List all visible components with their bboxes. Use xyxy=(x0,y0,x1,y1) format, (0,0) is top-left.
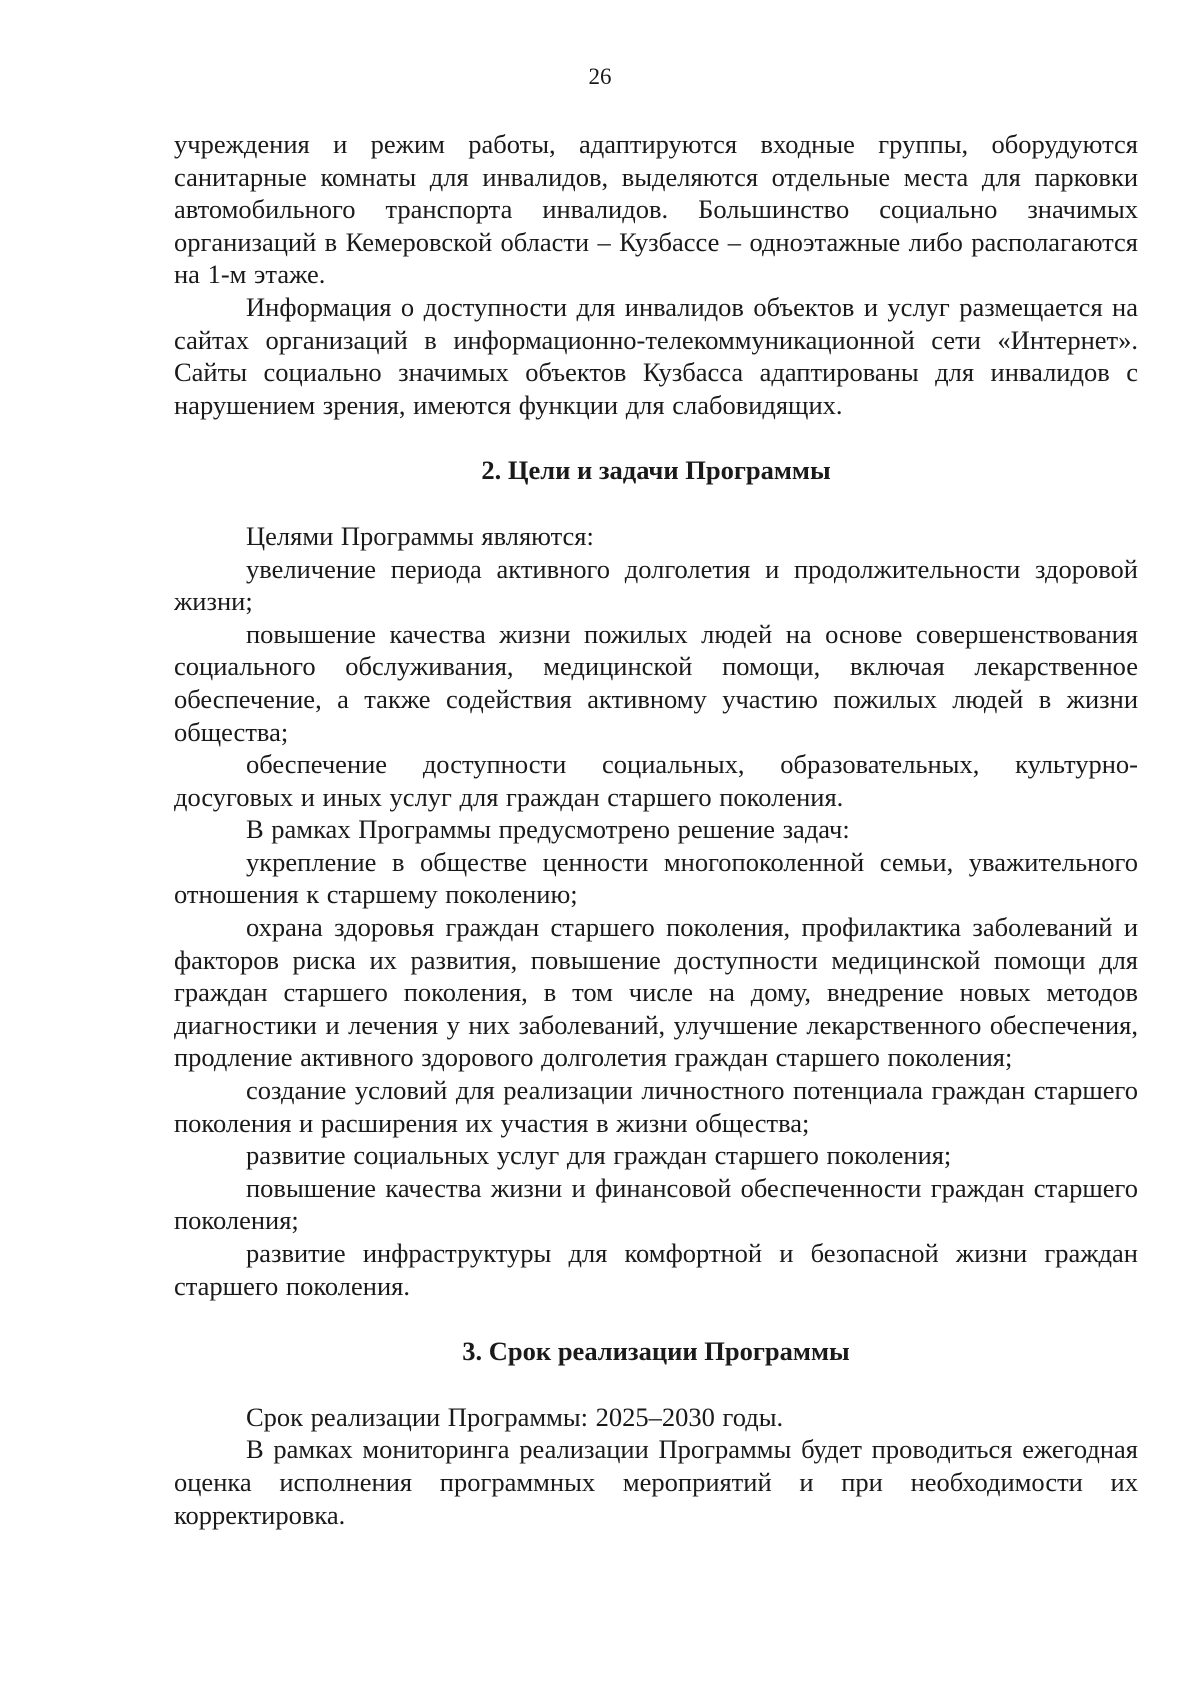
section-2-paragraph: создание условий для реализации личностного потенциала граждан старшего поколения и расширения их участия в жизни общества; xyxy=(174,1075,1138,1138)
section-2-paragraph: повышение качества жизни и финансовой обеспеченности граждан старшего поколения; xyxy=(174,1172,1138,1236)
intro-paragraph-2: Информация о доступности для инвалидов объектов и услуг размещается на сайтах организаций в информационно-телекоммуникационной сети «Интернет». Сайты социально значимых объектов Кузбасса адаптированы для инвалидов с нарушением зрения, имеются функции для слабовидящих. xyxy=(174,291,1138,420)
section-2-paragraph: укрепление в обществе ценности многопоколенной семьи, уважительного отношения к старшему поколению; xyxy=(174,846,1138,910)
section-3-heading: 3. Срок реализации Программы xyxy=(462,1336,850,1367)
intro-paragraph-1: учреждения и режим работы, адаптируются входные группы, оборудуются санитарные комнаты для инвалидов, выделяются отдельные места для парковки автомобильного транспорта инвалидов. Большинство социально значимых организаций в Кемеровской области – Кузбассе – одноэтажные либо располагаются на 1-м этаже. xyxy=(174,129,1138,290)
section-2-paragraph: развитие социальных услуг для граждан старшего поколения; xyxy=(246,1140,952,1171)
section-2-heading: 2. Цели и задачи Программы xyxy=(481,455,831,486)
section-2-paragraph: охрана здоровья граждан старшего поколения, профилактика заболеваний и факторов риска их развития, повышение доступности медицинской помощи для граждан старшего поколения, в том числе на дому, внедрение новых методов диагностики и лечения у них заболеваний, улучшение лекарственного обеспечения, продление активного здорового долголетия граждан старшего поколения; xyxy=(174,912,1138,1073)
document-body xyxy=(174,128,1138,1531)
section-2-paragraph: повышение качества жизни пожилых людей на основе совершенствования социального обслуживания, медицинской помощи, включая лекарственное обеспечение, а также содействия активному участию пожилых людей в жизни общества; xyxy=(174,618,1138,747)
section-2-paragraph: В рамках Программы предусмотрено решение задач: xyxy=(246,814,850,845)
section-2-paragraph: увеличение периода активного долголетия и продолжительности здоровой жизни; xyxy=(174,553,1138,617)
page-number: 26 xyxy=(588,64,612,89)
section-2-paragraph: Целями Программы являются: xyxy=(246,520,594,551)
section-2-paragraph: обеспечение доступности социальных, образовательных, культурно-досуговых и иных услуг для граждан старшего поколения. xyxy=(174,749,1138,812)
section-3-paragraph: Срок реализации Программы: 2025–2030 годы. xyxy=(246,1401,784,1432)
section-3-paragraph: В рамках мониторинга реализации Программы будет проводиться ежегодная оценка исполнения программных мероприятий и при необходимости их корректировка. xyxy=(174,1434,1138,1530)
section-2-paragraph: развитие инфраструктуры для комфортной и безопасной жизни граждан старшего поколения. xyxy=(174,1238,1138,1301)
